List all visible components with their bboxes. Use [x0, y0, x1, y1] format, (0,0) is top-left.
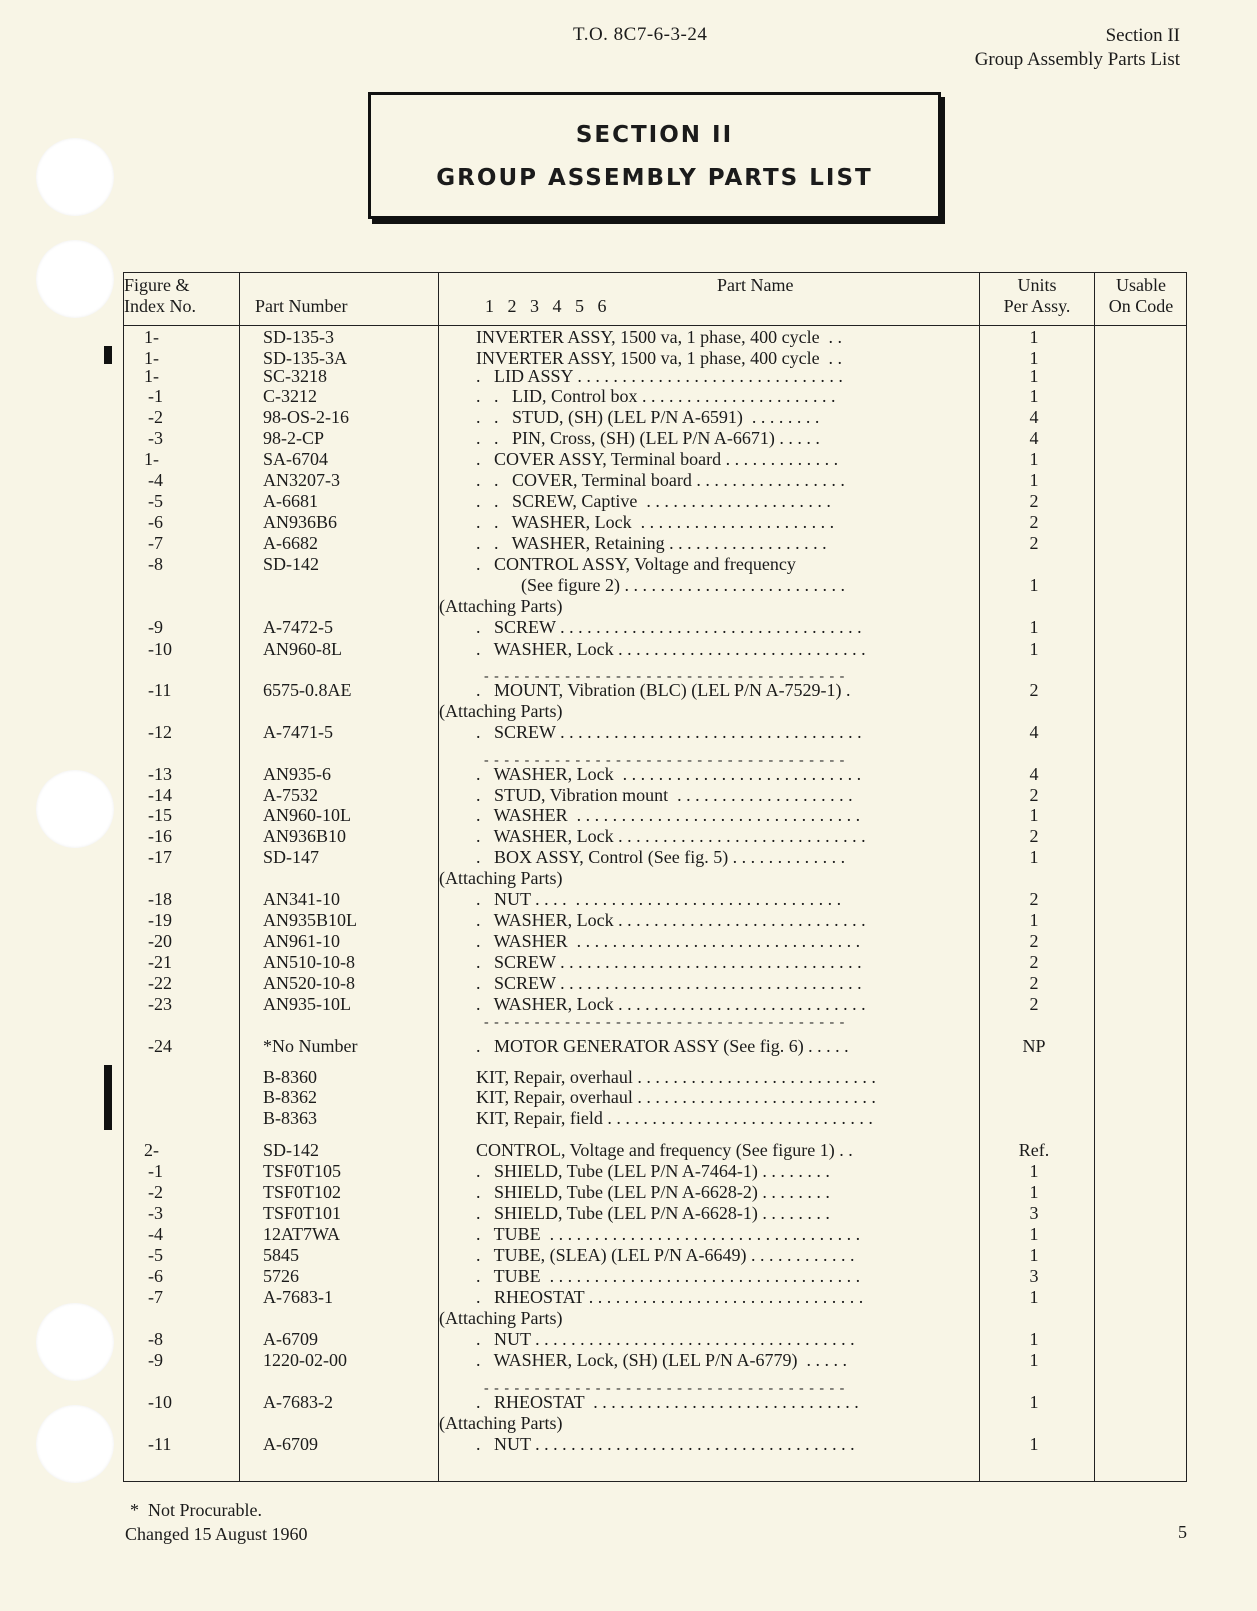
units-cell: 1 — [1029, 847, 1039, 867]
figure-index-cell: -18 — [148, 889, 172, 909]
part-number-cell: 5845 — [263, 1245, 299, 1265]
figure-index-cell: -10 — [148, 1392, 172, 1412]
attaching-parts-separator: - - - - - - - - - - - - - - - - - - - - - - - - - - - - - - - - - - - - — [484, 1015, 846, 1030]
part-name-cell: . . SCREW, Captive . . . . . . . . . . . . . . . . . . . . . — [476, 491, 831, 511]
header-indent-levels: 1 2 3 4 5 6 — [485, 296, 607, 316]
part-number-cell: B-8360 — [263, 1067, 317, 1087]
figure-index-cell: -2 — [148, 1182, 163, 1202]
punch-hole-1 — [36, 138, 114, 216]
table-row — [124, 931, 1188, 952]
part-name-cell: . SHIELD, Tube (LEL P/N A-7464-1) . . . . . . . . — [476, 1161, 830, 1181]
attaching-parts-separator: - - - - - - - - - - - - - - - - - - - - - - - - - - - - - - - - - - - - — [484, 669, 846, 684]
figure-index-cell: -16 — [148, 826, 172, 846]
units-cell: 2 — [1029, 994, 1039, 1014]
units-cell: 2 — [1029, 533, 1039, 553]
part-number-cell: 98-2-CP — [263, 428, 325, 448]
table-row — [124, 1140, 1188, 1161]
figure-index-cell: -9 — [148, 617, 163, 637]
figure-index-cell: -5 — [148, 491, 163, 511]
table-row — [124, 847, 1188, 868]
units-cell: 2 — [1029, 931, 1039, 951]
part-name-cell: . MOUNT, Vibration (BLC) (LEL P/N A-7529-1) . — [476, 680, 851, 700]
figure-index-cell: -24 — [148, 1036, 172, 1056]
units-cell: 2 — [1029, 889, 1039, 909]
table-row — [124, 1203, 1188, 1224]
figure-index-cell: -20 — [148, 931, 172, 951]
units-cell: 1 — [1029, 910, 1039, 930]
table-row — [124, 1182, 1188, 1203]
part-name-cell: INVERTER ASSY, 1500 va, 1 phase, 400 cycle . . — [476, 348, 843, 368]
units-cell: 1 — [1029, 1392, 1039, 1412]
part-number-cell: SD-135-3 — [263, 327, 334, 347]
units-cell: 1 — [1029, 617, 1039, 637]
part-number-cell: *No Number — [263, 1036, 358, 1056]
units-cell: 4 — [1029, 764, 1039, 784]
part-name-cell: . SCREW . . . . . . . . . . . . . . . . . . . . . . . . . . . . . . . . . . — [476, 973, 862, 993]
attaching-parts-separator: - - - - - - - - - - - - - - - - - - - - - - - - - - - - - - - - - - - - — [484, 1381, 846, 1396]
table-row — [124, 327, 1188, 348]
units-cell: 1 — [1029, 366, 1039, 386]
units-cell: 3 — [1029, 1266, 1039, 1286]
part-name-cell: . WASHER, Lock . . . . . . . . . . . . . . . . . . . . . . . . . . . . — [476, 910, 866, 930]
table-row — [124, 1329, 1188, 1350]
units-cell: 1 — [1029, 470, 1039, 490]
part-name-cell: . NUT . . . . . . . . . . . . . . . . . . . . . . . . . . . . . . . . . . . . — [476, 1329, 855, 1349]
figure-index-cell: -8 — [148, 554, 163, 574]
units-cell: 1 — [1029, 639, 1039, 659]
figure-index-cell: -13 — [148, 764, 172, 784]
units-cell: 2 — [1029, 785, 1039, 805]
figure-index-cell: 1- — [144, 348, 159, 368]
section-heading: SECTION II — [575, 122, 734, 148]
units-cell: 1 — [1029, 1434, 1039, 1454]
table-row — [124, 533, 1188, 554]
part-name-cell: (Attaching Parts) — [439, 868, 563, 888]
figure-index-cell: -8 — [148, 1329, 163, 1349]
attaching-parts-separator: - - - - - - - - - - - - - - - - - - - - - - - - - - - - - - - - - - - - — [484, 753, 846, 768]
units-cell: 1 — [1029, 575, 1039, 595]
table-row — [124, 1287, 1188, 1308]
part-name-cell: . SCREW . . . . . . . . . . . . . . . . . . . . . . . . . . . . . . . . . . — [476, 952, 862, 972]
part-name-cell: . WASHER, Lock, (SH) (LEL P/N A-6779) . . . . . — [476, 1350, 847, 1370]
table-row — [124, 1036, 1188, 1057]
part-number-cell: 5726 — [263, 1266, 299, 1286]
units-cell: 4 — [1029, 428, 1039, 448]
part-name-cell: . SCREW . . . . . . . . . . . . . . . . . . . . . . . . . . . . . . . . . . — [476, 722, 862, 742]
units-cell: 1 — [1029, 805, 1039, 825]
header-figure-index — [124, 275, 196, 317]
units-cell: 1 — [1029, 1287, 1039, 1307]
section-label: Section II — [1105, 25, 1180, 46]
part-name-cell: . NUT . . . . . . . . . . . . . . . . . . . . . . . . . . . . . . . . . . . . — [476, 1434, 855, 1454]
figure-index-cell: -1 — [148, 386, 163, 406]
change-bar-1 — [104, 346, 112, 364]
table-row — [124, 639, 1188, 660]
header-usable-line: Usable — [1116, 275, 1166, 295]
header-part-name: Part Name — [717, 275, 794, 295]
part-number-cell: AN936B10 — [263, 826, 347, 846]
table-row — [124, 470, 1188, 491]
part-number-cell: AN936B6 — [263, 512, 338, 532]
figure-index-cell: -4 — [148, 1224, 163, 1244]
header-per-assy-line: Per Assy. — [1003, 296, 1071, 316]
part-number-cell: SD-142 — [263, 554, 320, 574]
part-number-cell: 1220-02-00 — [263, 1350, 347, 1370]
part-name-cell: . CONTROL ASSY, Voltage and frequency — [476, 554, 796, 574]
table-row — [124, 868, 1188, 889]
units-cell: 1 — [1029, 1182, 1039, 1202]
header-usable — [1095, 275, 1187, 317]
part-name-cell: . . WASHER, Retaining . . . . . . . . . . . . . . . . . . — [476, 533, 827, 553]
figure-index-cell: -4 — [148, 470, 163, 490]
units-cell: 2 — [1029, 973, 1039, 993]
part-name-cell: . WASHER . . . . . . . . . . . . . . . . . . . . . . . . . . . . . . . . — [476, 805, 861, 825]
table-row — [124, 805, 1188, 826]
part-name-cell: . . PIN, Cross, (SH) (LEL P/N A-6671) . . . . . — [476, 428, 820, 448]
part-number-cell: A-6709 — [263, 1434, 318, 1454]
table-row — [124, 386, 1188, 407]
part-name-cell: . BOX ASSY, Control (See fig. 5) . . . . . . . . . . . . . — [476, 847, 846, 867]
part-number-cell: A-7532 — [263, 785, 318, 805]
figure-index-cell: -3 — [148, 428, 163, 448]
part-name-cell: (Attaching Parts) — [439, 1308, 563, 1328]
part-number-cell: B-8363 — [263, 1108, 317, 1128]
units-cell: 4 — [1029, 722, 1039, 742]
part-name-cell: . MOTOR GENERATOR ASSY (See fig. 6) . . . . . — [476, 1036, 849, 1056]
parts-table — [123, 272, 1187, 1482]
part-name-cell: KIT, Repair, overhaul . . . . . . . . . . . . . . . . . . . . . . . . . . . — [476, 1087, 876, 1107]
part-name-cell: (Attaching Parts) — [439, 1413, 563, 1433]
units-cell: 1 — [1029, 1329, 1039, 1349]
figure-index-cell: 1- — [144, 449, 159, 469]
figure-index-cell: -10 — [148, 639, 172, 659]
table-row — [124, 1087, 1188, 1108]
part-name-cell: . WASHER . . . . . . . . . . . . . . . . . . . . . . . . . . . . . . . . — [476, 931, 861, 951]
part-number-cell: A-6681 — [263, 491, 318, 511]
part-name-cell: . . LID, Control box . . . . . . . . . . . . . . . . . . . . . . — [476, 386, 836, 406]
part-number-cell: AN341-10 — [263, 889, 340, 909]
part-number-cell: SD-135-3A — [263, 348, 347, 368]
figure-index-cell: -22 — [148, 973, 172, 993]
figure-index-cell: -5 — [148, 1245, 163, 1265]
table-row — [124, 366, 1188, 387]
part-number-cell: AN520-10-8 — [263, 973, 355, 993]
table-row — [124, 722, 1188, 743]
header-on-code-line: On Code — [1108, 296, 1174, 316]
punch-hole-3 — [36, 770, 114, 848]
section-subheading: GROUP ASSEMBLY PARTS LIST — [436, 165, 873, 191]
units-cell: 2 — [1029, 680, 1039, 700]
part-number-cell: AN960-8L — [263, 639, 342, 659]
part-number-cell: 98-OS-2-16 — [263, 407, 349, 427]
part-name-cell: CONTROL, Voltage and frequency (See figure 1) . . — [476, 1140, 853, 1160]
part-number-cell: AN510-10-8 — [263, 952, 355, 972]
table-row — [124, 1108, 1188, 1129]
part-number-cell: A-7683-2 — [263, 1392, 333, 1412]
units-cell: 2 — [1029, 952, 1039, 972]
part-name-cell: . RHEOSTAT . . . . . . . . . . . . . . . . . . . . . . . . . . . . . . . — [476, 1287, 864, 1307]
table-row — [124, 407, 1188, 428]
part-number-cell: SD-142 — [263, 1140, 320, 1160]
section-title-box — [368, 92, 941, 219]
table-row — [124, 994, 1188, 1015]
units-cell: 1 — [1029, 1161, 1039, 1181]
table-row — [124, 575, 1188, 596]
part-name-cell: . NUT . . . . . . . . . . . . . . . . . . . . . . . . . . . . . . . . . . — [476, 889, 842, 909]
figure-index-cell: -7 — [148, 1287, 163, 1307]
section-title-label: Group Assembly Parts List — [974, 49, 1180, 70]
figure-index-cell: -21 — [148, 952, 172, 972]
header-figure-line: Figure & — [124, 275, 190, 295]
part-number-cell: 12AT7WA — [263, 1224, 340, 1244]
header-divider — [124, 325, 1186, 326]
figure-index-cell: -9 — [148, 1350, 163, 1370]
table-row — [124, 596, 1188, 617]
part-number-cell: AN961-10 — [263, 931, 340, 951]
part-number-cell: AN935-10L — [263, 994, 351, 1014]
punch-hole-4 — [36, 1303, 114, 1381]
table-row — [124, 1434, 1188, 1455]
part-name-cell: . . WASHER, Lock . . . . . . . . . . . . . . . . . . . . . . — [476, 512, 835, 532]
table-row — [124, 512, 1188, 533]
part-number-cell: SA-6704 — [263, 449, 329, 469]
table-row — [124, 1308, 1188, 1329]
part-number-cell: AN935B10L — [263, 910, 357, 930]
punch-hole-2 — [36, 240, 114, 318]
figure-index-cell: -1 — [148, 1161, 163, 1181]
units-cell: 3 — [1029, 1203, 1039, 1223]
figure-index-cell: -14 — [148, 785, 172, 805]
change-bar-2 — [104, 1065, 112, 1130]
footnote: * Not Procurable. — [130, 1500, 262, 1520]
figure-index-cell: -19 — [148, 910, 172, 930]
units-cell: 1 — [1029, 449, 1039, 469]
units-cell: 2 — [1029, 491, 1039, 511]
part-name-cell: . LID ASSY . . . . . . . . . . . . . . . . . . . . . . . . . . . . . . — [476, 366, 843, 386]
figure-index-cell: 2- — [144, 1140, 159, 1160]
part-name-cell: . SHIELD, Tube (LEL P/N A-6628-1) . . . . . . . . — [476, 1203, 830, 1223]
units-cell: Ref. — [1018, 1140, 1050, 1160]
part-name-cell: . SCREW . . . . . . . . . . . . . . . . . . . . . . . . . . . . . . . . . . — [476, 617, 862, 637]
part-name-cell: . COVER ASSY, Terminal board . . . . . . . . . . . . . — [476, 449, 839, 469]
table-row — [124, 952, 1188, 973]
part-name-cell: (Attaching Parts) — [439, 596, 563, 616]
units-cell: NP — [1022, 1036, 1046, 1056]
table-row — [124, 910, 1188, 931]
part-number-cell: AN935-6 — [263, 764, 331, 784]
part-name-cell: . TUBE . . . . . . . . . . . . . . . . . . . . . . . . . . . . . . . . . . . — [476, 1224, 861, 1244]
running-header — [975, 24, 1180, 72]
page-number: 5 — [1178, 1522, 1187, 1542]
table-row — [124, 1413, 1188, 1434]
table-row — [124, 889, 1188, 910]
part-number-cell: A-7471-5 — [263, 722, 333, 742]
units-cell: 2 — [1029, 512, 1039, 532]
header-units — [980, 275, 1094, 317]
figure-index-cell: -3 — [148, 1203, 163, 1223]
units-cell: 1 — [1029, 1245, 1039, 1265]
header-part-number: Part Number — [255, 296, 348, 316]
change-date: Changed 15 August 1960 — [125, 1524, 308, 1544]
part-number-cell: A-7683-1 — [263, 1287, 333, 1307]
figure-index-cell: -6 — [148, 512, 163, 532]
table-row — [124, 1224, 1188, 1245]
table-row — [124, 449, 1188, 470]
table-row — [124, 785, 1188, 806]
part-number-cell: A-7472-5 — [263, 617, 333, 637]
table-row — [124, 973, 1188, 994]
part-number-cell: AN3207-3 — [263, 470, 340, 490]
punch-hole-5 — [36, 1405, 114, 1483]
part-name-cell: . . STUD, (SH) (LEL P/N A-6591) . . . . . . . . — [476, 407, 820, 427]
table-row — [124, 428, 1188, 449]
part-name-cell: . WASHER, Lock . . . . . . . . . . . . . . . . . . . . . . . . . . . — [476, 764, 862, 784]
part-number-cell: B-8362 — [263, 1087, 317, 1107]
table-row — [124, 826, 1188, 847]
part-number-cell: A-6709 — [263, 1329, 318, 1349]
figure-index-cell: -11 — [148, 680, 172, 700]
part-number-cell: 6575-0.8AE — [263, 680, 352, 700]
part-number-cell: AN960-10L — [263, 805, 351, 825]
table-row — [124, 1266, 1188, 1287]
table-row — [124, 617, 1188, 638]
table-row — [124, 491, 1188, 512]
part-name-cell: . TUBE, (SLEA) (LEL P/N A-6649) . . . . . . . . . . . . — [476, 1245, 855, 1265]
header-index-line: Index No. — [124, 296, 196, 316]
part-name-cell: KIT, Repair, overhaul . . . . . . . . . . . . . . . . . . . . . . . . . . . — [476, 1067, 876, 1087]
units-cell: 1 — [1029, 386, 1039, 406]
table-row — [124, 1350, 1188, 1371]
table-row — [124, 1245, 1188, 1266]
figure-index-cell: -23 — [148, 994, 172, 1014]
figure-index-cell: -12 — [148, 722, 172, 742]
part-number-cell: TSF0T101 — [263, 1203, 342, 1223]
part-number-cell: TSF0T105 — [263, 1161, 342, 1181]
part-number-cell: SD-147 — [263, 847, 320, 867]
part-name-cell: . WASHER, Lock . . . . . . . . . . . . . . . . . . . . . . . . . . . . — [476, 826, 866, 846]
part-number-cell: C-3212 — [263, 386, 317, 406]
figure-index-cell: -15 — [148, 805, 172, 825]
units-cell: 1 — [1029, 327, 1039, 347]
doc-number: T.O. 8C7-6-3-24 — [573, 24, 708, 45]
part-name-cell: INVERTER ASSY, 1500 va, 1 phase, 400 cycle . . — [476, 327, 843, 347]
figure-index-cell: -11 — [148, 1434, 172, 1454]
part-name-cell: . . COVER, Terminal board . . . . . . . . . . . . . . . . . — [476, 470, 845, 490]
table-row — [124, 1161, 1188, 1182]
units-cell: 1 — [1029, 1350, 1039, 1370]
part-number-cell: TSF0T102 — [263, 1182, 342, 1202]
table-row — [124, 1067, 1188, 1088]
part-name-cell: (Attaching Parts) — [439, 701, 563, 721]
units-cell: 1 — [1029, 1224, 1039, 1244]
part-name-cell: (See figure 2) . . . . . . . . . . . . . . . . . . . . . . . . . — [476, 575, 845, 595]
table-row — [124, 554, 1188, 575]
part-number-cell: SC-3218 — [263, 366, 328, 386]
figure-index-cell: -17 — [148, 847, 172, 867]
part-name-cell: . RHEOSTAT . . . . . . . . . . . . . . . . . . . . . . . . . . . . . . — [476, 1392, 859, 1412]
units-cell: 2 — [1029, 826, 1039, 846]
figure-index-cell: -2 — [148, 407, 163, 427]
units-cell: 1 — [1029, 348, 1039, 368]
table-row — [124, 701, 1188, 722]
part-name-cell: . WASHER, Lock . . . . . . . . . . . . . . . . . . . . . . . . . . . . — [476, 639, 866, 659]
part-name-cell: . TUBE . . . . . . . . . . . . . . . . . . . . . . . . . . . . . . . . . . . — [476, 1266, 861, 1286]
figure-index-cell: -7 — [148, 533, 163, 553]
part-name-cell: . STUD, Vibration mount . . . . . . . . . . . . . . . . . . . . — [476, 785, 853, 805]
figure-index-cell: 1- — [144, 327, 159, 347]
part-name-cell: . WASHER, Lock . . . . . . . . . . . . . . . . . . . . . . . . . . . . — [476, 994, 866, 1014]
part-number-cell: A-6682 — [263, 533, 318, 553]
header-units-line: Units — [1017, 275, 1057, 295]
units-cell: 4 — [1029, 407, 1039, 427]
figure-index-cell: 1- — [144, 366, 159, 386]
figure-index-cell: -6 — [148, 1266, 163, 1286]
part-name-cell: . SHIELD, Tube (LEL P/N A-6628-2) . . . . . . . . — [476, 1182, 830, 1202]
part-name-cell: KIT, Repair, field . . . . . . . . . . . . . . . . . . . . . . . . . . . . . . — [476, 1108, 873, 1128]
